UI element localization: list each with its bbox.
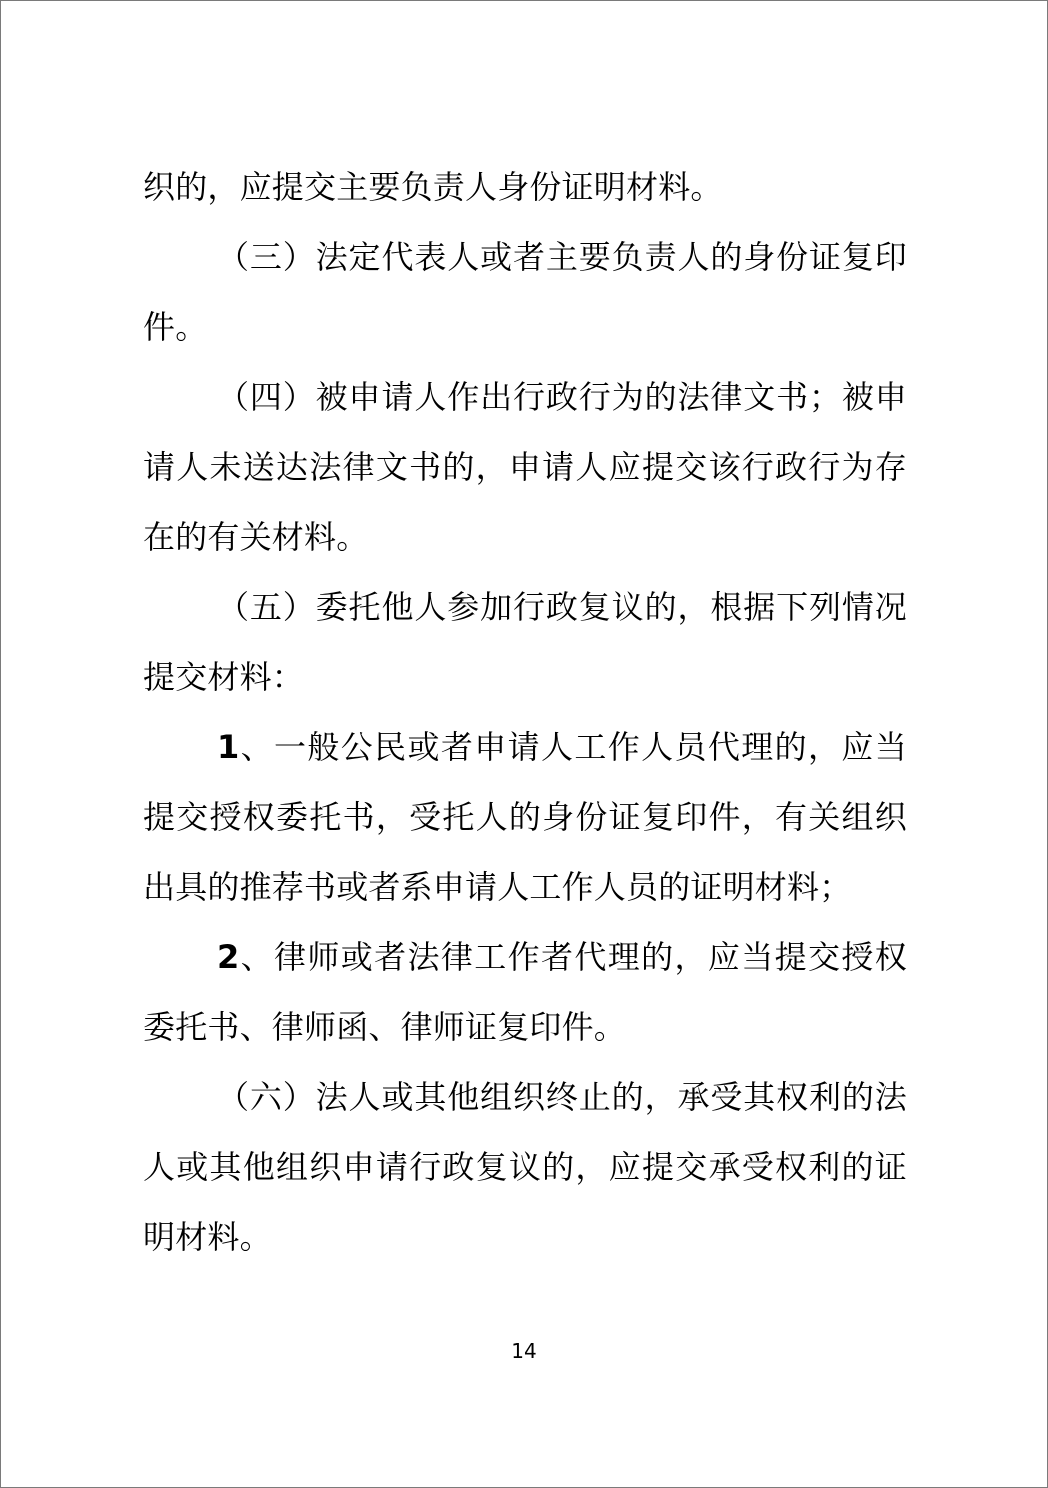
- paragraph-item-3: [143, 222, 907, 362]
- sub-item-2: [143, 922, 907, 1062]
- paragraph-text: （四）被申请人作出行政行为的法律文书；被申请人未送达法律文书的，申请人应提交该行政行为存在的有关材料。: [143, 378, 907, 556]
- paragraph-text: （五）委托他人参加行政复议的，根据下列情况提交材料：: [143, 588, 907, 696]
- paragraph-text: （三）法定代表人或者主要负责人的身份证复印件。: [143, 238, 907, 346]
- document-body: [143, 152, 907, 1272]
- paragraph-item-4: [143, 362, 907, 572]
- paragraph-item-5: [143, 572, 907, 712]
- paragraph-text: 织的，应提交主要负责人身份证明材料。: [143, 168, 723, 206]
- sub-item-number: 1: [217, 728, 240, 766]
- sub-item-1: [143, 712, 907, 922]
- paragraph-text: 、律师或者法律工作者代理的，应当提交授权委托书、律师函、律师证复印件。: [143, 938, 907, 1046]
- paragraph-continuation: [143, 152, 907, 222]
- page-number: 14: [511, 1339, 537, 1363]
- paragraph-text: （六）法人或其他组织终止的，承受其权利的法人或其他组织申请行政复议的，应提交承受权利的证明材料。: [143, 1078, 907, 1256]
- paragraph-item-6: [143, 1062, 907, 1272]
- sub-item-number: 2: [217, 938, 240, 976]
- paragraph-text: 、一般公民或者申请人工作人员代理的，应当提交授权委托书，受托人的身份证复印件，有关组织出具的推荐书或者系申请人工作人员的证明材料；: [143, 728, 907, 906]
